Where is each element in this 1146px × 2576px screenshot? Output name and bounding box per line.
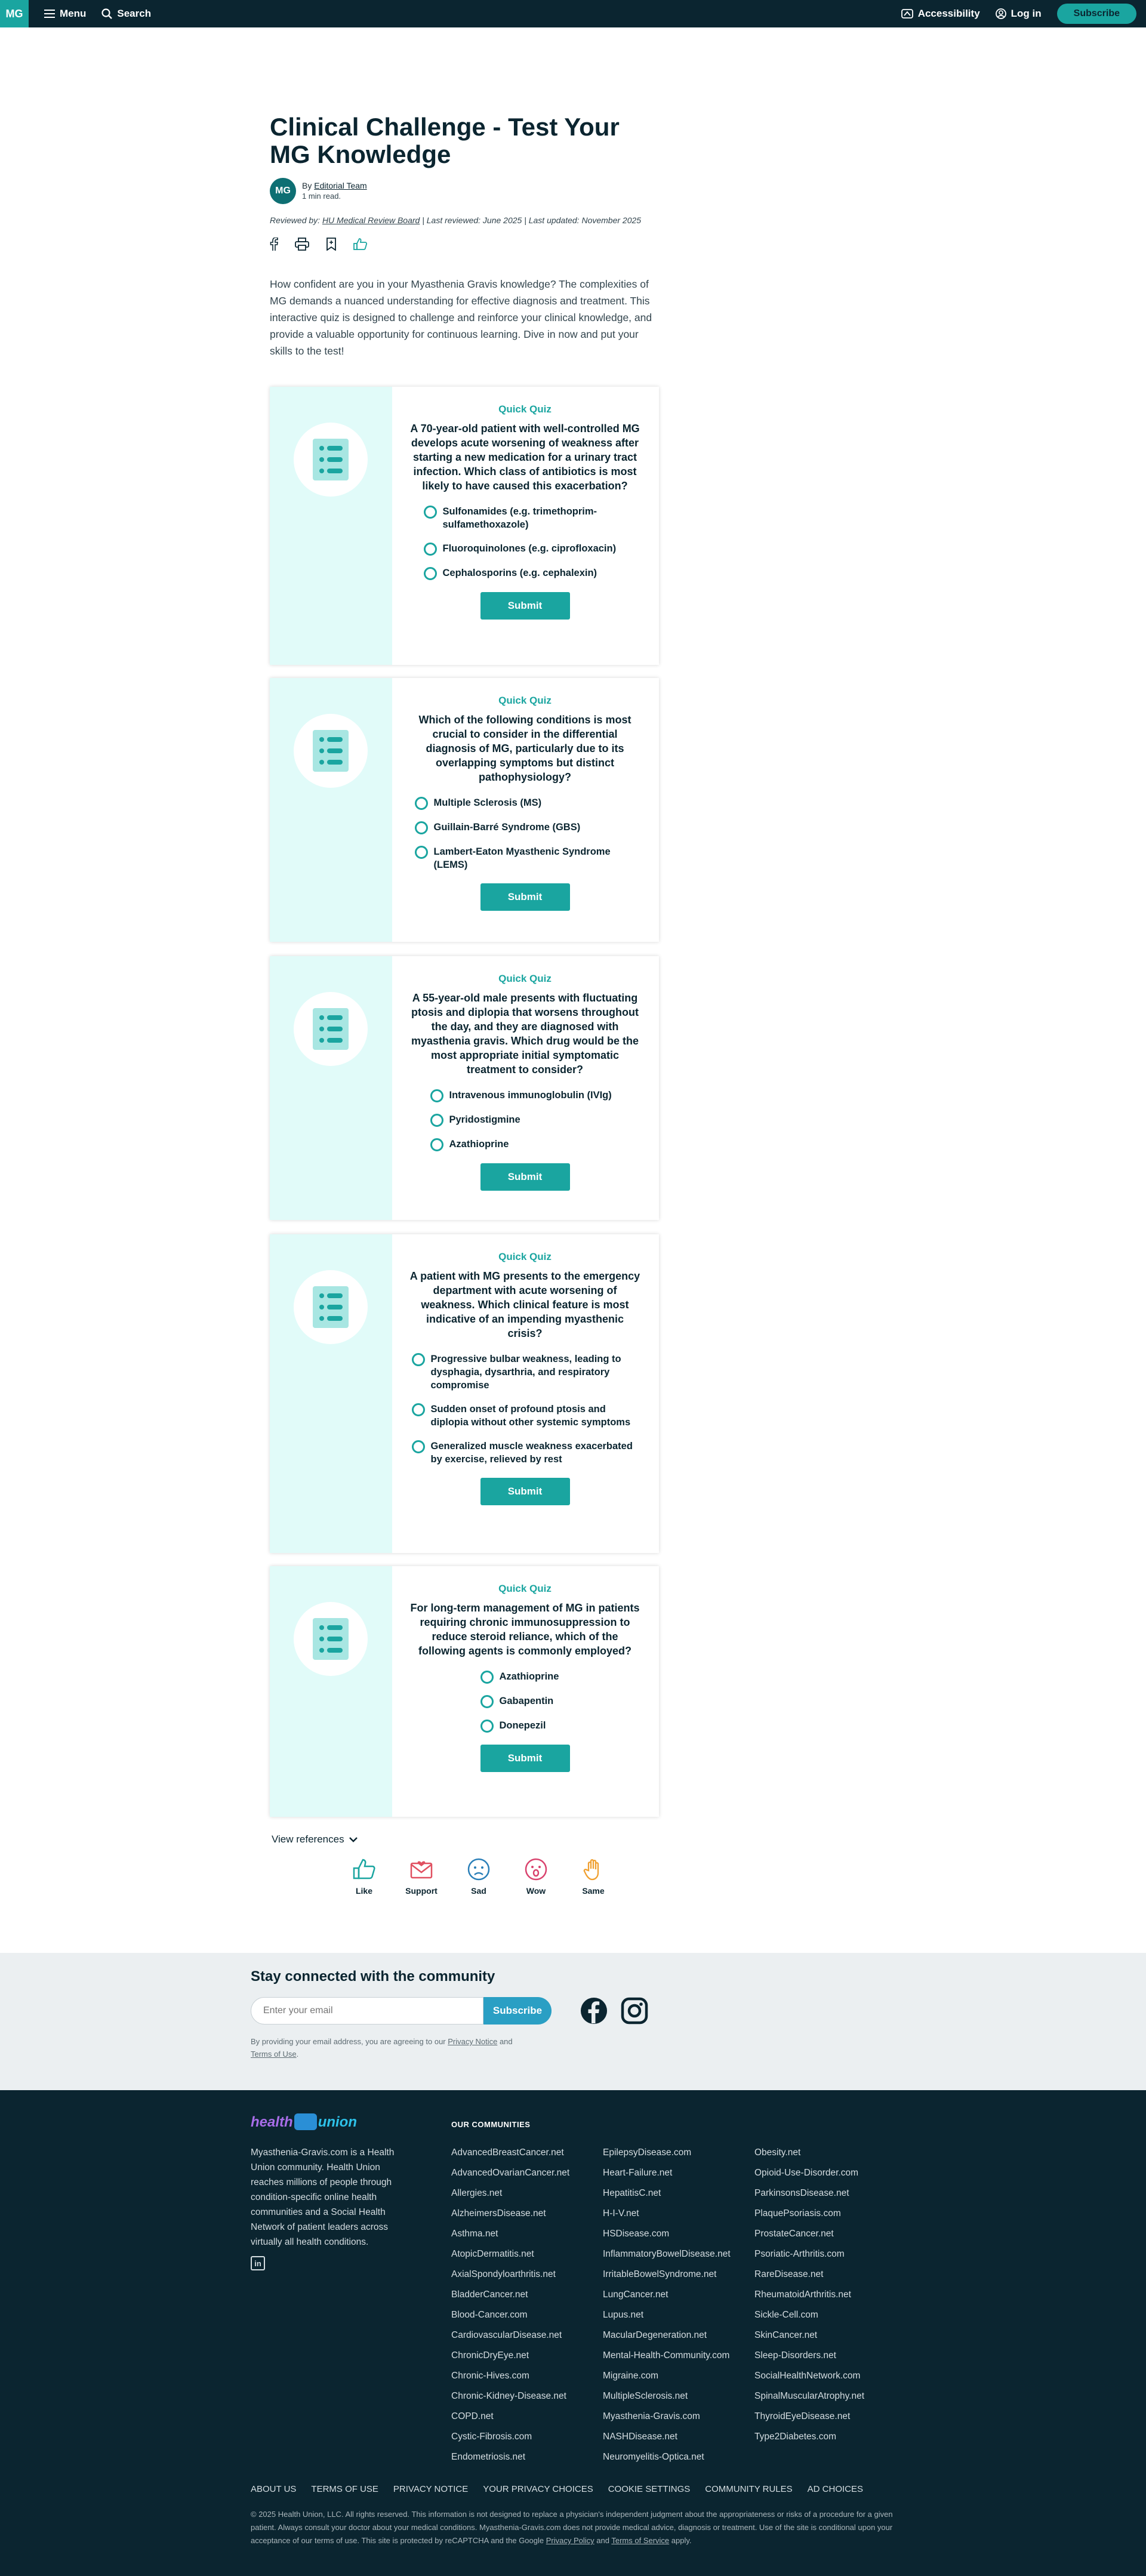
option-label: Sudden onset of profound ptosis and diplopia without other systemic symptoms xyxy=(430,1404,631,1428)
quiz-option[interactable] xyxy=(480,1719,570,1733)
option-label: Lambert-Eaton Myasthenic Syndrome (LEMS) xyxy=(433,846,611,870)
menu-button[interactable] xyxy=(44,8,86,20)
community-link[interactable]: Psoriatic-Arthritis.com xyxy=(754,2249,845,2259)
thumbs-up-icon xyxy=(351,1856,377,1882)
radio-button[interactable] xyxy=(430,1114,443,1127)
terms-of-use-link[interactable]: Terms of Use xyxy=(251,2050,297,2059)
footer-link[interactable]: AD CHOICES xyxy=(807,2484,864,2494)
quiz-sidebar xyxy=(270,956,392,1220)
reaction-same[interactable] xyxy=(565,1856,622,1896)
byline-text xyxy=(302,180,367,202)
community-link[interactable]: Mental-Health-Community.com xyxy=(603,2350,730,2361)
subscribe-button[interactable]: Subscribe xyxy=(1057,4,1136,24)
option-label: Fluoroquinolones (e.g. ciprofloxacin) xyxy=(442,543,617,554)
reaction-label: Sad xyxy=(471,1886,486,1896)
thumbs-up-icon xyxy=(353,238,368,251)
review-info xyxy=(270,214,659,227)
community-link[interactable]: NASHDisease.net xyxy=(603,2432,677,2442)
quiz-list-icon xyxy=(294,1270,368,1344)
legal-period: . xyxy=(296,2050,299,2059)
reaction-label: Support xyxy=(405,1886,438,1896)
newsletter-content xyxy=(251,1968,661,2060)
option-label: Sulfonamides (e.g. trimethoprim-sulfamethoxazole) xyxy=(442,506,597,530)
community-link[interactable]: AdvancedOvarianCancer.net xyxy=(451,2168,570,2178)
quiz-option[interactable] xyxy=(415,796,636,810)
top-navigation-bar xyxy=(0,0,1146,27)
option-label: Pyridostigmine xyxy=(449,1114,520,1125)
speech-bubble-icon xyxy=(294,2113,317,2130)
option-label: Progressive bulbar weakness, leading to dysphagia, dysarthria, and respiratory compromise xyxy=(430,1354,621,1391)
reaction-wow[interactable] xyxy=(507,1856,565,1896)
social-links xyxy=(580,1997,661,2025)
reaction-label: Same xyxy=(582,1886,605,1896)
community-link[interactable]: ProstateCancer.net xyxy=(754,2229,834,2239)
community-link[interactable]: Sleep-Disorders.net xyxy=(754,2350,836,2361)
site-footer xyxy=(0,2090,1146,2576)
quiz-options xyxy=(424,505,627,591)
footer-link[interactable]: COOKIE SETTINGS xyxy=(608,2484,691,2494)
radio-button[interactable] xyxy=(424,567,437,580)
quiz-list-icon xyxy=(294,714,368,788)
option-label: Intravenous immunoglobulin (IVIg) xyxy=(449,1090,612,1101)
quiz-card-2 xyxy=(270,678,659,942)
community-link[interactable]: RheumatoidArthritis.net xyxy=(754,2290,851,2300)
chevron-down-icon xyxy=(349,1837,358,1842)
legal-and: and xyxy=(497,2037,513,2046)
submit-button[interactable]: Submit xyxy=(480,883,570,911)
newsletter-subscribe-button[interactable]: Subscribe xyxy=(483,1997,552,2025)
references-label: View references xyxy=(272,1834,344,1845)
quiz-label: Quick Quiz xyxy=(498,973,552,984)
community-link[interactable]: AtopicDermatitis.net xyxy=(451,2249,534,2259)
terms-of-service-link[interactable]: Terms of Service xyxy=(611,2536,670,2545)
radio-button[interactable] xyxy=(430,1138,443,1151)
community-link[interactable]: BladderCancer.net xyxy=(451,2290,528,2300)
community-link[interactable]: Chronic-Kidney-Disease.net xyxy=(451,2391,566,2401)
quiz-list-icon xyxy=(294,1602,368,1676)
quiz-label: Quick Quiz xyxy=(498,403,552,415)
instagram-icon xyxy=(621,1997,648,2025)
like-share-button[interactable] xyxy=(353,238,368,251)
print-button[interactable] xyxy=(295,238,309,251)
legal-apply: apply. xyxy=(669,2536,692,2545)
community-link[interactable]: Migraine.com xyxy=(603,2371,659,2381)
reaction-label: Wow xyxy=(526,1886,546,1896)
sad-face-icon xyxy=(466,1856,492,1882)
menu-label: Menu xyxy=(60,8,87,19)
by-prefix: By xyxy=(302,181,315,190)
author-link[interactable]: Editorial Team xyxy=(314,181,367,190)
legal-body: © 2025 Health Union, LLC. All rights reserved. This information is not designed to replace a physician's independent judgment about the appropriateness or risks of a procedure for a given patient. Always consult your doctor about your medical conditions. Myasthenia-Gravis.com does not provide medical advice, diagnosis or treatment. Use of the site is conditional upon your acceptance of our terms of use. This site is protected by reCAPTCHA and the Google xyxy=(251,2510,893,2545)
quiz-option[interactable] xyxy=(430,1113,620,1127)
option-label: Gabapentin xyxy=(499,1696,554,1706)
newsletter-form xyxy=(251,1997,661,2025)
header-actions xyxy=(886,0,1146,27)
option-label: Azathioprine xyxy=(499,1671,559,1682)
community-link[interactable]: Type2Diabetes.com xyxy=(754,2432,836,2442)
newsletter-title: Stay connected with the community xyxy=(251,1968,495,1985)
quiz-content xyxy=(392,678,659,942)
quiz-label: Quick Quiz xyxy=(498,1583,552,1594)
radio-button[interactable] xyxy=(415,797,428,810)
quiz-question: A 70-year-old patient with well-controlled MG develops acute worsening of weakness after starting a new medication for a urinary tract infection. Which class of antibiotics is most likely to have caused this exacerbation? xyxy=(410,423,640,492)
radio-button[interactable] xyxy=(480,1720,494,1733)
community-link[interactable]: Blood-Cancer.com xyxy=(451,2310,528,2320)
legal-and: and xyxy=(594,2536,612,2545)
community-link[interactable]: CardiovascularDisease.net xyxy=(451,2330,562,2340)
quiz-option[interactable] xyxy=(412,1352,639,1392)
article-intro: How confident are you in your Myasthenia Gravis knowledge? The complexities of MG demands a nuanced understanding for effective diagnosis and treatment. This interactive quiz is designed to challenge and reinforce your clinical knowledge, and provide a valuable opportunity for continuous learning. Dive in now and put your skills to the test! xyxy=(270,278,652,357)
facebook-link[interactable] xyxy=(580,1997,608,2025)
footer-about-text: Myasthenia-Gravis.com is a Health Union community. Health Union reaches millions of people through condition-specific online health communities and a Social Health Network of patient leaders across virtually all health conditions. xyxy=(251,2147,395,2247)
bookmark-icon xyxy=(326,238,337,251)
community-link[interactable]: IrritableBowelSyndrome.net xyxy=(603,2269,717,2279)
search-button[interactable] xyxy=(101,8,151,20)
quiz-content xyxy=(392,1566,659,1817)
community-link[interactable]: H-I-V.net xyxy=(603,2208,639,2218)
community-link[interactable]: HepatitisC.net xyxy=(603,2188,661,2198)
radio-button[interactable] xyxy=(412,1440,425,1453)
site-logo[interactable]: MG xyxy=(0,0,29,27)
facebook-icon xyxy=(580,1997,608,2025)
byline xyxy=(270,178,659,204)
community-link[interactable]: Sickle-Cell.com xyxy=(754,2310,818,2320)
quiz-option[interactable] xyxy=(424,505,627,531)
communities-column-1 xyxy=(451,2143,569,2467)
option-label: Generalized muscle weakness exacerbated by exercise, relieved by rest xyxy=(430,1441,633,1465)
quiz-options xyxy=(480,1670,570,1743)
radio-button[interactable] xyxy=(424,506,437,519)
quiz-card-1 xyxy=(270,387,659,665)
radio-button[interactable] xyxy=(480,1671,494,1684)
quiz-content xyxy=(392,956,659,1220)
quiz-card-5 xyxy=(270,1566,659,1817)
quiz-option[interactable] xyxy=(412,1403,639,1429)
community-link[interactable]: Myasthenia-Gravis.com xyxy=(603,2411,700,2421)
option-label: Multiple Sclerosis (MS) xyxy=(433,797,542,808)
newsletter-legal xyxy=(251,2035,661,2060)
community-link[interactable]: Opioid-Use-Disorder.com xyxy=(754,2168,858,2178)
quiz-question: Which of the following conditions is most crucial to consider in the differential diagnosis of MG, particularly due to its overlapping symptoms but distinct pathophysiology? xyxy=(418,714,631,783)
quiz-options xyxy=(412,1352,639,1477)
community-link[interactable]: Obesity.net xyxy=(754,2147,801,2158)
quiz-question: For long-term management of MG in patients requiring chronic immunosuppression to reduce steroid reliance, which of the following agents is commonly employed? xyxy=(410,1602,640,1657)
envelope-heart-icon xyxy=(408,1856,435,1882)
quiz-sidebar xyxy=(270,1566,392,1817)
radio-button[interactable] xyxy=(415,846,428,859)
reaction-label: Like xyxy=(355,1886,372,1896)
facebook-icon xyxy=(270,238,278,251)
article-header xyxy=(270,113,659,359)
community-link[interactable]: AdvancedBreastCancer.net xyxy=(451,2147,564,2158)
quiz-option[interactable] xyxy=(415,821,636,834)
page-title: Clinical Challenge - Test Your MG Knowledge xyxy=(270,113,620,168)
community-link[interactable]: PlaquePsoriasis.com xyxy=(754,2208,841,2218)
health-union-logo[interactable] xyxy=(251,2114,357,2131)
quiz-list-icon xyxy=(294,992,368,1066)
submit-button[interactable]: Submit xyxy=(480,1478,570,1505)
reviewed-prefix: Reviewed by: xyxy=(270,215,322,225)
community-link[interactable]: MultipleSclerosis.net xyxy=(603,2391,688,2401)
community-link[interactable]: AlzheimersDisease.net xyxy=(451,2208,546,2218)
hamburger-icon xyxy=(44,10,55,18)
communities-heading: OUR COMMUNITIES xyxy=(451,2120,531,2129)
newsletter-section xyxy=(0,1953,1146,2090)
community-link[interactable]: Allergies.net xyxy=(451,2188,503,2198)
email-input[interactable] xyxy=(251,1997,483,2025)
community-link[interactable]: SpinalMuscularAtrophy.net xyxy=(754,2391,865,2401)
logo-word-union: union xyxy=(318,2114,357,2130)
community-link[interactable]: Chronic-Hives.com xyxy=(451,2371,529,2381)
quiz-label: Quick Quiz xyxy=(498,695,552,706)
footer-link[interactable]: YOUR PRIVACY CHOICES xyxy=(483,2484,593,2494)
raised-hand-icon xyxy=(580,1856,606,1882)
author-avatar: MG xyxy=(270,178,296,204)
reaction-sad[interactable] xyxy=(450,1856,507,1896)
legal-prefix: By providing your email address, you are agreeing to our xyxy=(251,2037,448,2046)
submit-button[interactable]: Submit xyxy=(480,1745,570,1772)
option-label: Guillain-Barré Syndrome (GBS) xyxy=(433,822,581,833)
option-label: Azathioprine xyxy=(449,1139,509,1150)
quiz-question: A patient with MG presents to the emergency department with acute worsening of weakness. Which clinical feature is most indicative of an impending myasthenic crisis? xyxy=(409,1270,640,1339)
community-link[interactable]: ParkinsonsDisease.net xyxy=(754,2188,849,2198)
accessibility-label: Accessibility xyxy=(917,8,980,19)
facebook-share-button[interactable] xyxy=(270,238,278,251)
quiz-options xyxy=(415,796,636,882)
community-link[interactable]: Lupus.net xyxy=(603,2310,644,2320)
reaction-support[interactable] xyxy=(393,1856,450,1896)
view-references-toggle[interactable] xyxy=(272,1834,358,1845)
community-link[interactable]: SkinCancer.net xyxy=(754,2330,818,2340)
quiz-option[interactable] xyxy=(430,1089,620,1102)
footer-links xyxy=(251,2484,878,2494)
footer-legal-text xyxy=(251,2508,895,2547)
community-link[interactable]: ChronicDryEye.net xyxy=(451,2350,529,2361)
quiz-label: Quick Quiz xyxy=(498,1251,552,1262)
community-link[interactable]: Heart-Failure.net xyxy=(603,2168,673,2178)
community-link[interactable]: COPD.net xyxy=(451,2411,494,2421)
quiz-list-icon xyxy=(294,423,368,497)
option-label: Donepezil xyxy=(499,1720,546,1731)
community-link[interactable]: SocialHealthNetwork.com xyxy=(754,2371,861,2381)
share-bar xyxy=(270,238,659,251)
reviewer-link[interactable]: HU Medical Review Board xyxy=(322,215,420,225)
review-dates: | Last reviewed: June 2025 | Last updated: November 2025 xyxy=(420,215,642,225)
quiz-sidebar xyxy=(270,1234,392,1553)
community-link[interactable]: AxialSpondyloarthritis.net xyxy=(451,2269,556,2279)
footer-link[interactable]: TERMS OF USE xyxy=(311,2484,378,2494)
footer-link[interactable]: COMMUNITY RULES xyxy=(705,2484,793,2494)
submit-button[interactable]: Submit xyxy=(480,1163,570,1191)
user-icon xyxy=(996,8,1006,19)
login-label: Log in xyxy=(1011,8,1042,19)
quiz-content xyxy=(392,1234,659,1553)
radio-button[interactable] xyxy=(430,1089,443,1102)
radio-button[interactable] xyxy=(480,1695,494,1708)
community-link[interactable]: EpilepsyDisease.com xyxy=(603,2147,692,2158)
quiz-option[interactable] xyxy=(424,566,627,580)
privacy-policy-link[interactable]: Privacy Policy xyxy=(546,2536,594,2545)
quiz-option[interactable] xyxy=(480,1670,570,1684)
quiz-sidebar xyxy=(270,678,392,942)
radio-button[interactable] xyxy=(415,821,428,834)
community-link[interactable]: ThyroidEyeDisease.net xyxy=(754,2411,851,2421)
community-link[interactable]: Asthma.net xyxy=(451,2229,498,2239)
quiz-option[interactable] xyxy=(424,542,627,556)
search-label: Search xyxy=(117,8,152,19)
quiz-options xyxy=(430,1089,620,1162)
quiz-option[interactable] xyxy=(430,1138,620,1151)
quiz-card-3 xyxy=(270,956,659,1220)
linkedin-icon[interactable]: in xyxy=(251,2256,265,2270)
accessibility-button[interactable] xyxy=(901,8,980,20)
bookmark-button[interactable] xyxy=(326,238,337,251)
privacy-notice-link[interactable]: Privacy Notice xyxy=(448,2037,498,2046)
printer-icon xyxy=(295,238,309,251)
quiz-content xyxy=(392,387,659,665)
quiz-option[interactable] xyxy=(412,1440,639,1466)
quiz-question: A 55-year-old male presents with fluctuating ptosis and diplopia that worsens throughout the day, and they are diagnosed with myasthenia gravis. Which drug would be the most appropriate initial symptomatic treatment to consider? xyxy=(411,992,639,1076)
quiz-option[interactable] xyxy=(415,845,636,871)
reactions-bar xyxy=(335,1856,622,1896)
quiz-sidebar xyxy=(270,387,392,665)
option-label: Cephalosporins (e.g. cephalexin) xyxy=(442,568,597,578)
accessibility-icon xyxy=(901,9,913,19)
reaction-like[interactable] xyxy=(335,1856,393,1896)
community-link[interactable]: RareDisease.net xyxy=(754,2269,824,2279)
community-link[interactable]: MacularDegeneration.net xyxy=(603,2330,707,2340)
communities-column-2 xyxy=(603,2143,731,2467)
community-link[interactable]: InflammatoryBowelDisease.net xyxy=(603,2249,731,2259)
search-icon xyxy=(101,8,112,19)
logo-word-health: health xyxy=(251,2114,293,2130)
submit-button[interactable]: Submit xyxy=(480,592,570,620)
radio-button[interactable] xyxy=(412,1353,425,1366)
community-link[interactable]: HSDisease.com xyxy=(603,2229,670,2239)
community-link[interactable]: Endometriosis.net xyxy=(451,2452,526,2462)
community-link[interactable]: Cystic-Fibrosis.com xyxy=(451,2432,532,2442)
radio-button[interactable] xyxy=(412,1403,425,1416)
login-button[interactable] xyxy=(996,8,1042,20)
communities-column-3 xyxy=(754,2143,864,2447)
community-link[interactable]: Neuromyelitis-Optica.net xyxy=(603,2452,704,2462)
footer-link[interactable]: PRIVACY NOTICE xyxy=(393,2484,469,2494)
footer-link[interactable]: ABOUT US xyxy=(251,2484,297,2494)
community-link[interactable]: LungCancer.net xyxy=(603,2290,668,2300)
quiz-card-4 xyxy=(270,1234,659,1553)
radio-button[interactable] xyxy=(424,543,437,556)
quiz-option[interactable] xyxy=(480,1694,570,1708)
read-time: 1 min read. xyxy=(302,192,341,201)
surprised-face-icon xyxy=(523,1856,549,1882)
instagram-link[interactable] xyxy=(621,1997,648,2025)
